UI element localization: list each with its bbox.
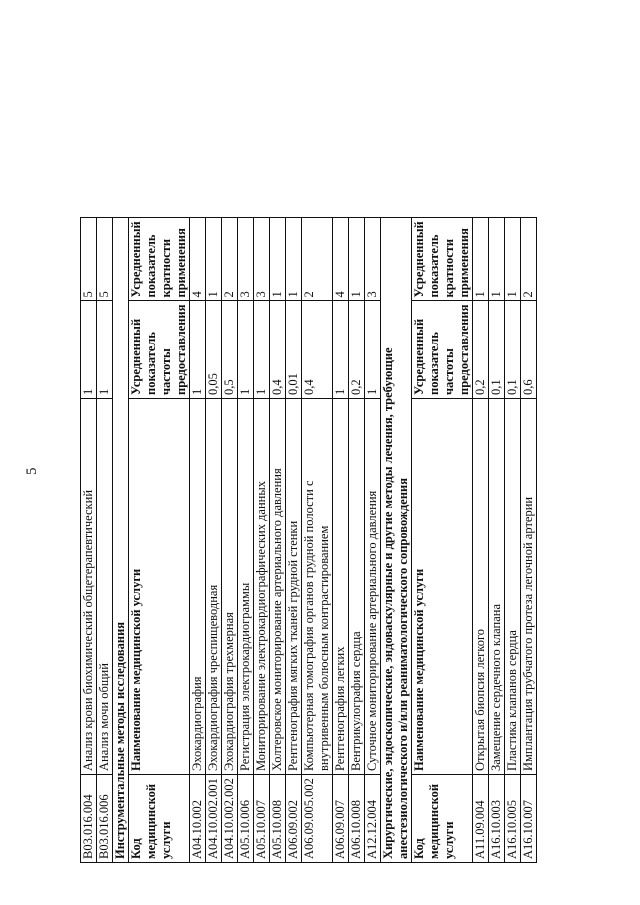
frequency-value: 0,4 (270, 301, 286, 399)
column-header-code: Код медицинской услуги (129, 775, 190, 863)
multiplicity-value: 2 (521, 218, 537, 301)
table-row (254, 218, 270, 863)
services-table (80, 217, 537, 863)
service-name: Мониторирование электрокардиографических данных (254, 399, 270, 775)
service-code: A04.10.002.001 (206, 775, 222, 863)
table-row (349, 218, 365, 863)
service-code: A11.09.004 (473, 775, 489, 863)
multiplicity-value: 1 (349, 218, 365, 301)
service-name: Суточное мониторирование артериального давления (365, 399, 381, 775)
service-name: Рентгенография мягких тканей грудной стенки (286, 399, 302, 775)
service-code: A05.10.007 (254, 775, 270, 863)
service-name: Холтеровское мониторирование артериального давления (270, 399, 286, 775)
section-title: Хирургические, эндоскопические, эндоваскулярные и другие методы лечения, требующие анестезиологического и/или реаниматологического сопровождения (381, 218, 412, 863)
multiplicity-value: 3 (238, 218, 254, 301)
table-row (505, 218, 521, 863)
frequency-value: 0,5 (222, 301, 238, 399)
service-name: Эхокардиография трехмерная (222, 399, 238, 775)
multiplicity-value: 4 (190, 218, 206, 301)
column-header-mult: Усредненный показатель кратности применения (129, 218, 190, 301)
column-header-freq: Усредненный показатель частоты предоставления (412, 301, 473, 399)
service-code: A05.10.006 (238, 775, 254, 863)
column-header-mult: Усредненный показатель кратности применения (412, 218, 473, 301)
frequency-value: 1 (97, 301, 113, 399)
service-code: A16.10.005 (505, 775, 521, 863)
table-row (190, 218, 206, 863)
frequency-value: 0,2 (473, 301, 489, 399)
service-name: Замещение сердечного клапана (489, 399, 505, 775)
table-row (365, 218, 381, 863)
service-name: Имплантация трубчатого протеза легочной артерии (521, 399, 537, 775)
frequency-value: 1 (254, 301, 270, 399)
service-code: A04.10.002 (190, 775, 206, 863)
service-code: A12.12.004 (365, 775, 381, 863)
multiplicity-value: 1 (505, 218, 521, 301)
frequency-value: 1 (81, 301, 97, 399)
table-row (270, 218, 286, 863)
frequency-value: 0,1 (489, 301, 505, 399)
frequency-value: 0,6 (521, 301, 537, 399)
services-table-body (81, 218, 537, 863)
multiplicity-value: 3 (365, 218, 381, 301)
multiplicity-value: 2 (302, 218, 333, 301)
service-code: A06.10.008 (349, 775, 365, 863)
table-row (521, 218, 537, 863)
section-title-row (381, 218, 412, 863)
table-row (333, 218, 349, 863)
table-row (473, 218, 489, 863)
frequency-value: 0,4 (302, 301, 333, 399)
frequency-value: 1 (238, 301, 254, 399)
table-row (302, 218, 333, 863)
service-name: Эхокардиография чреспищеводная (206, 399, 222, 775)
column-header-name: Наименование медицинской услуги (129, 399, 190, 775)
service-name: Эхокардиография (190, 399, 206, 775)
service-name: Вентрикулография сердца (349, 399, 365, 775)
frequency-value: 0,1 (505, 301, 521, 399)
multiplicity-value: 5 (81, 218, 97, 301)
table-row (81, 218, 97, 863)
column-header-code: Код медицинской услуги (412, 775, 473, 863)
service-name: Открытая биопсия легкого (473, 399, 489, 775)
frequency-value: 1 (190, 301, 206, 399)
multiplicity-value: 1 (270, 218, 286, 301)
multiplicity-value: 1 (286, 218, 302, 301)
service-code: A06.09.007 (333, 775, 349, 863)
frequency-value: 1 (365, 301, 381, 399)
service-code: B03.016.004 (81, 775, 97, 863)
multiplicity-value: 3 (254, 218, 270, 301)
service-code: A06.09.002 (286, 775, 302, 863)
multiplicity-value: 4 (333, 218, 349, 301)
service-name: Регистрация электрокардиограммы (238, 399, 254, 775)
table-row (206, 218, 222, 863)
header-row (412, 218, 473, 863)
multiplicity-value: 5 (97, 218, 113, 301)
table-row (286, 218, 302, 863)
service-code: A16.10.007 (521, 775, 537, 863)
table-row (238, 218, 254, 863)
column-header-freq: Усредненный показатель частоты предоставления (129, 301, 190, 399)
table-row (489, 218, 505, 863)
section-title-row (113, 218, 129, 863)
service-name: Анализ крови биохимический общетерапевтический (81, 399, 97, 775)
frequency-value: 0,01 (286, 301, 302, 399)
frequency-value: 1 (333, 301, 349, 399)
multiplicity-value: 1 (473, 218, 489, 301)
service-name: Компьютерная томография органов грудной полости с внутривенным болюсным контрастированием (302, 399, 333, 775)
multiplicity-value: 1 (489, 218, 505, 301)
service-code: A05.10.008 (270, 775, 286, 863)
page-number: 5 (24, 467, 40, 475)
service-code: A04.10.002.002 (222, 775, 238, 863)
table-row (97, 218, 113, 863)
frequency-value: 0,05 (206, 301, 222, 399)
multiplicity-value: 1 (206, 218, 222, 301)
service-code: B03.016.006 (97, 775, 113, 863)
header-row (129, 218, 190, 863)
service-name: Рентгенография легких (333, 399, 349, 775)
service-name: Пластика клапанов сердца (505, 399, 521, 775)
service-code: A16.10.003 (489, 775, 505, 863)
multiplicity-value: 2 (222, 218, 238, 301)
table-row (222, 218, 238, 863)
column-header-name: Наименование медицинской услуги (412, 399, 473, 775)
service-code: A06.09.005.002 (302, 775, 333, 863)
service-name: Анализ мочи общий (97, 399, 113, 775)
section-title: Инструментальные методы исследования (113, 218, 129, 863)
frequency-value: 0,2 (349, 301, 365, 399)
